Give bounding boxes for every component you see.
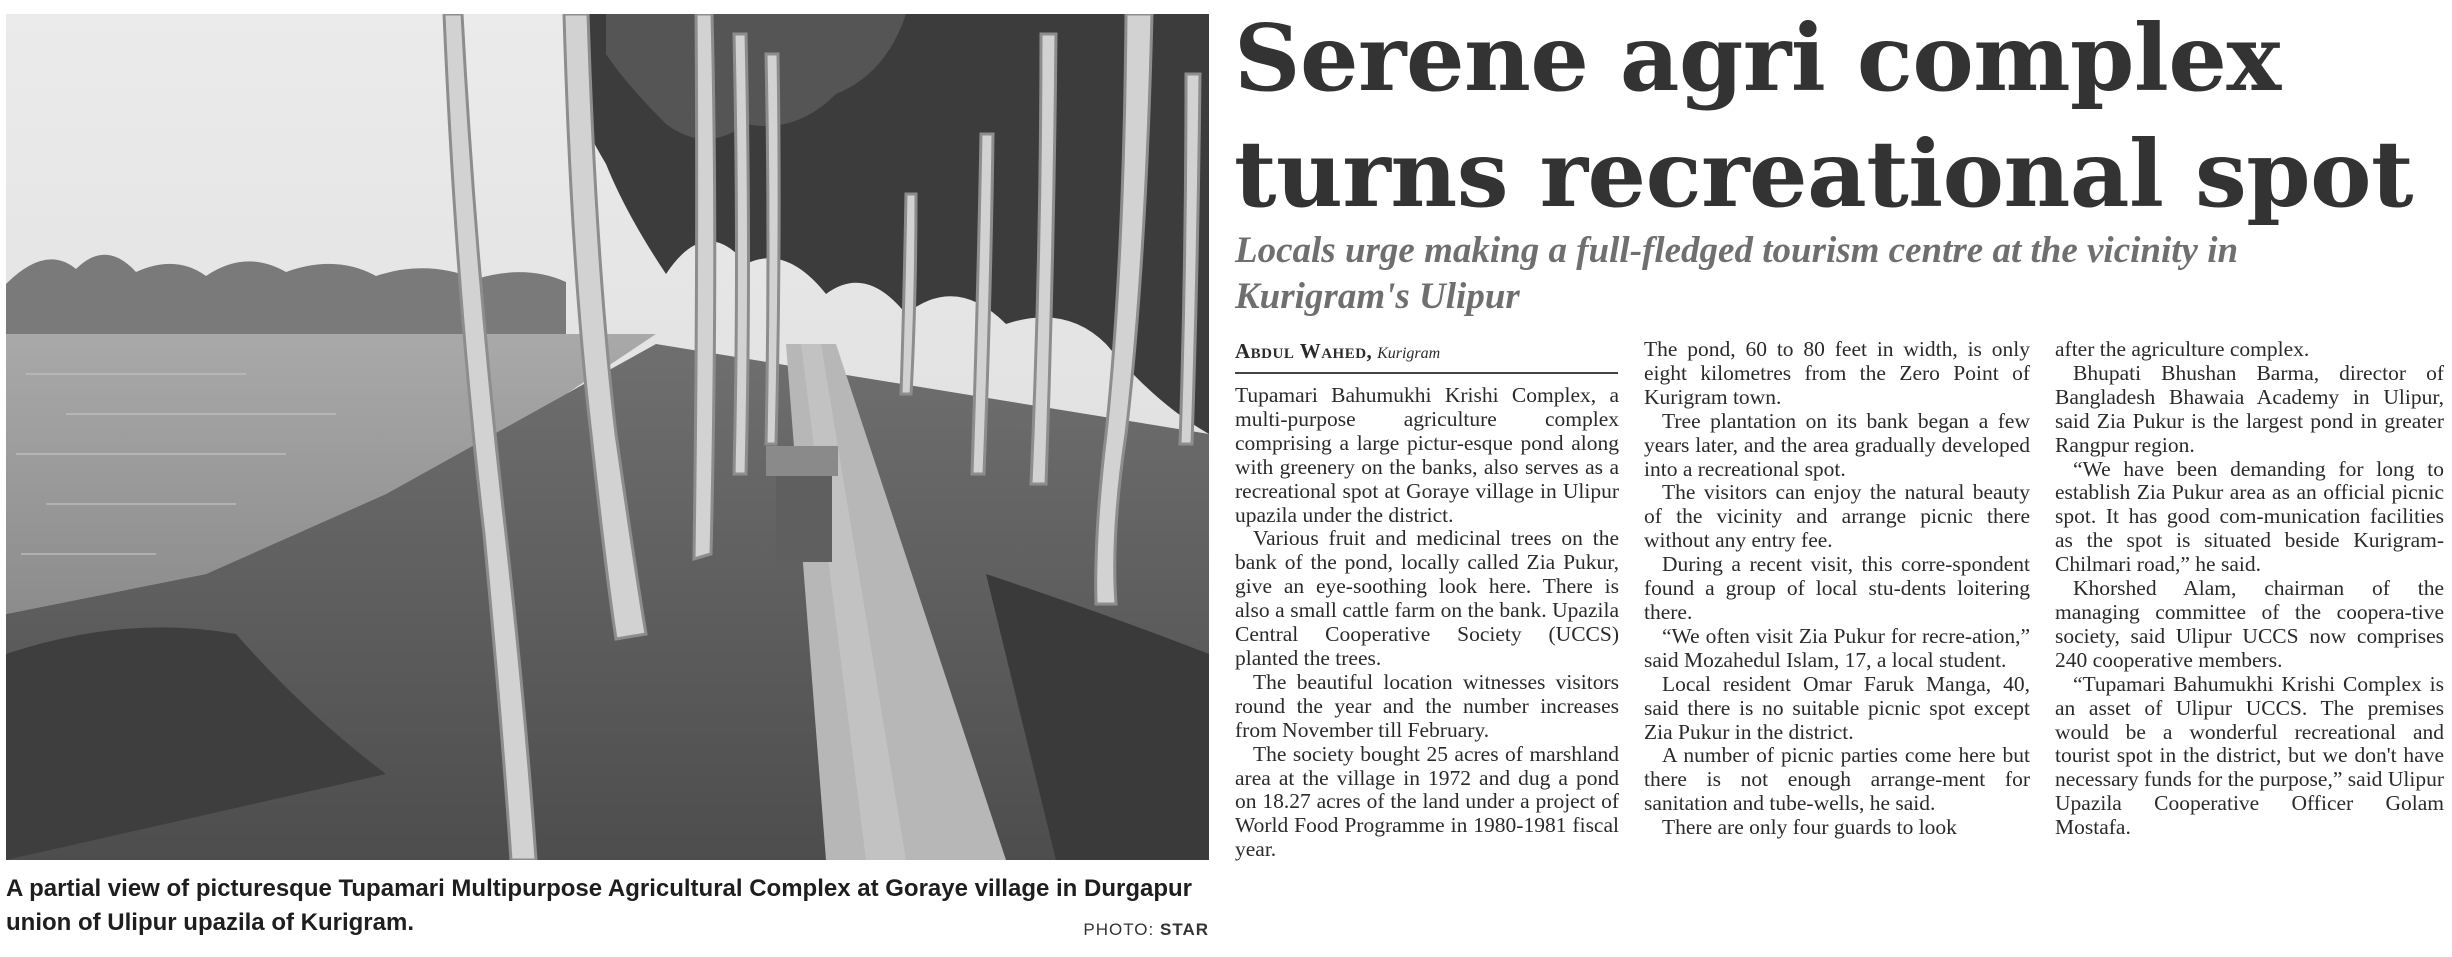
byline-location: Kurigram	[1377, 345, 1441, 362]
byline-author: Abdul Wahed,	[1235, 339, 1373, 363]
paragraph: The society bought 25 acres of marshland area at the village in 1972 and dug a pond on 18.27 acres of the land under a project of World Food Programme in 1980-1981 fiscal year.	[1235, 741, 1619, 862]
paragraph: Tree plantation on its bank began a few years later, and the area gradually developed into a recreational spot.	[1644, 408, 2030, 481]
paragraph: Bhupati Bhushan Barma, director of Bangladesh Bhawaia Academy in Ulipur, said Zia Pukur is the largest pond in greater Rangpur region.	[2055, 360, 2444, 457]
paragraph: “We often visit Zia Pukur for recre-ation,” said Mozahedul Islam, 17, a local student.	[1644, 623, 2030, 672]
photo-credit-prefix: PHOTO:	[1083, 920, 1160, 939]
tree-lined-path-illustration	[6, 14, 1209, 860]
paragraph: The pond, 60 to 80 feet in width, is only eight kilometres from the Zero Point of Kurigram town.	[1644, 337, 2030, 409]
paragraph: The beautiful location witnesses visitors round the year and the number increases from November till February.	[1235, 669, 1619, 742]
paragraph: There are only four guards to look	[1662, 815, 1957, 840]
paragraph: Various fruit and medicinal trees on the bank of the pond, locally called Zia Pukur, give an eye-soothing look here. There is also a small cattle farm on the bank. Upazila Central Cooperative Society (UCCS) planted the trees.	[1235, 526, 1619, 670]
paragraph: The visitors can enjoy the natural beauty of the vicinity and arrange picnic there without any entry fee.	[1644, 480, 2030, 553]
paragraph: Local resident Omar Faruk Manga, 40, said there is no suitable picnic spot except Zia Pukur in the district.	[1644, 671, 2030, 744]
article-photo	[6, 14, 1209, 860]
article-subhead: Locals urge making a full-fledged tourism centre at the vicinity in Kurigram's Ulipur	[1235, 230, 2239, 317]
byline	[1235, 339, 1618, 374]
paragraph: A number of picnic parties come here but there is not enough arrange-ment for sanitation and tube-wells, he said.	[1644, 743, 2030, 816]
paragraph: “Tupamari Bahumukhi Krishi Complex is an asset of Ulipur UCCS. The premises would be a wonderful recreational and tourist spot in the district, but we don't have necessary funds for the purpose,” said Ulipur Upazila Cooperative Officer Golam Mostafa.	[2055, 671, 2444, 840]
article-column-3	[2055, 338, 2444, 840]
article-column-1	[1235, 384, 1619, 862]
paragraph: Tupamari Bahumukhi Krishi Complex, a multi-purpose agriculture complex comprising a large pictur-esque pond along with greenery on the banks, also serves as a recreational spot at Goraye village in Ulipur upazila under the district.	[1235, 383, 1619, 527]
article-column-2	[1644, 338, 2030, 840]
paragraph: During a recent visit, this corre-spondent found a group of local stu-dents loitering there.	[1644, 552, 2030, 624]
paragraph: “We have been demanding for long to establish Zia Pukur area as an official picnic spot. It has good com-munication facilities as the spot is situated beside Kurigram-Chilmari road,” he said.	[2055, 456, 2444, 577]
article-headline: Serene agri complex turns recreational spot	[1234, 4, 2413, 228]
paragraph: after the agriculture complex.	[2055, 337, 2310, 361]
photo-caption: A partial view of picturesque Tupamari Multipurpose Agricultural Complex at Goraye village in Durgapur union of Ulipur upazila of Kurigram.	[6, 875, 1192, 936]
photo-credit	[1083, 920, 1209, 940]
photo-credit-source: STAR	[1159, 920, 1209, 939]
paragraph: Khorshed Alam, chairman of the managing committee of the coopera-tive society, said Ulipur UCCS now comprises 240 cooperative members.	[2055, 576, 2444, 672]
